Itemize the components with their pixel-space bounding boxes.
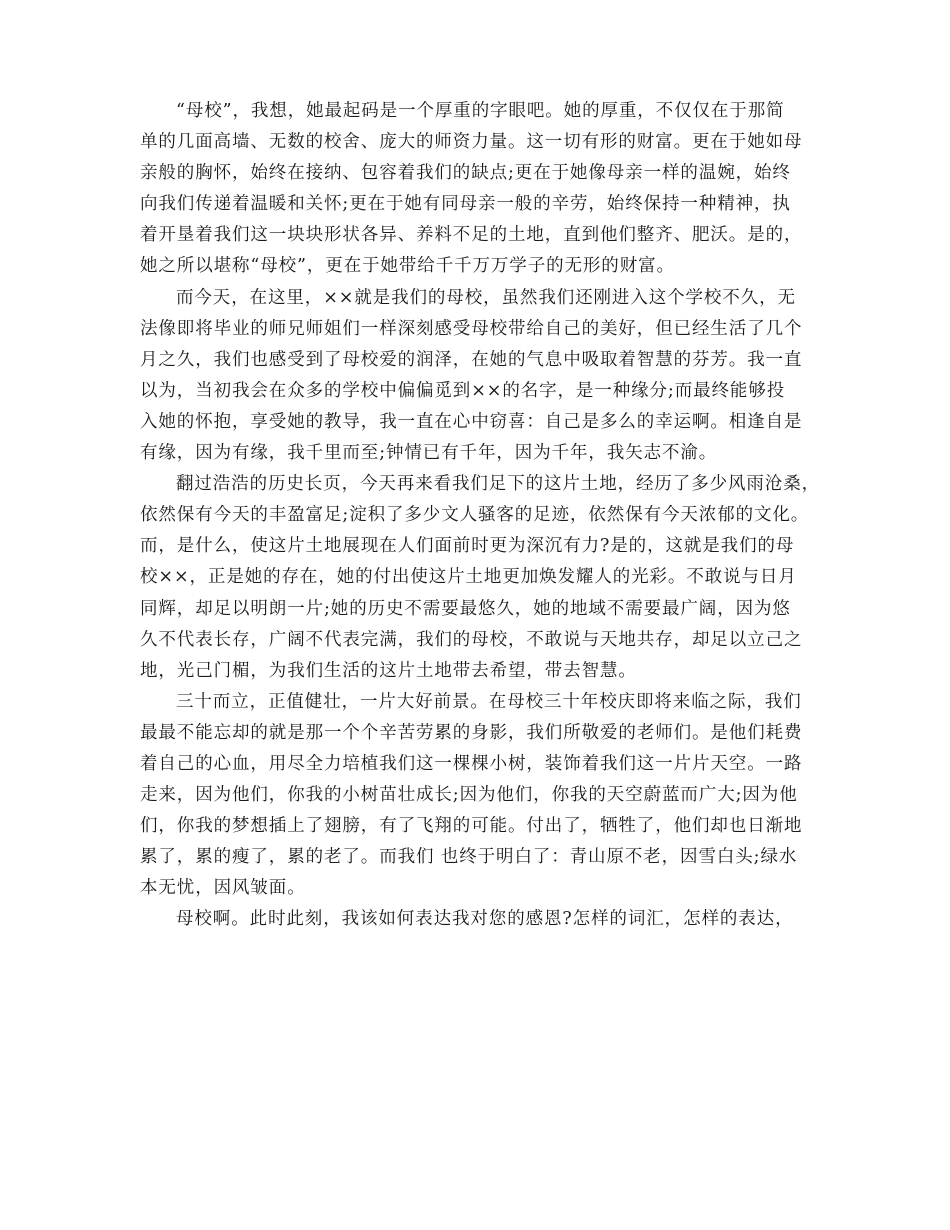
text-line: 而今天，在这里，××就是我们的母校，虽然我们还刚进入这个学校不久，无 — [176, 287, 796, 308]
paragraph-1 — [140, 96, 820, 283]
text-line: 法像即将毕业的师兄师姐们一样深刻感受母校带给自己的美好，但已经生活了几个 — [140, 318, 803, 339]
text-line: 她之所以堪称“母校”，更在于她带给千千万万学子的无形的财富。 — [140, 256, 675, 277]
essay-body — [140, 96, 820, 936]
text-line: 们，你我的梦想插上了翅膀，有了飞翔的可能。付出了，牺牲了，他们却也日渐地 — [140, 816, 803, 837]
text-line: 走来，因为他们，你我的小树苗壮成长;因为他们，你我的天空蔚蓝而广大;因为他 — [140, 785, 798, 806]
paragraph-4 — [140, 687, 820, 905]
text-line: 三十而立，正值健壮，一片大好前景。在母校三十年校庆即将来临之际，我们 — [176, 691, 802, 712]
text-line: 向我们传递着温暖和关怀;更在于她有同母亲一般的辛劳，始终保持一种精神，执 — [140, 194, 791, 215]
paragraph-5 — [140, 904, 820, 935]
text-line: 翻过浩浩的历史长页，今天再来看我们足下的这片土地，经历了多少风雨沧桑， — [176, 474, 820, 495]
text-line: 校××，正是她的存在，她的付出使这片土地更加焕发耀人的光彩。不敢说与日月 — [140, 567, 797, 588]
text-line: 久不代表长存，广阔不代表完满，我们的母校，不敢说与天地共存，却足以立己之 — [140, 629, 803, 650]
text-line: 亲般的胸怀，始终在接纳、包容着我们的缺点;更在于她像母亲一样的温婉，始终 — [140, 163, 791, 184]
paragraph-2 — [140, 283, 820, 470]
text-line: 依然保有今天的丰盈富足;淀积了多少文人骚客的足迹，依然保有今天浓郁的文化。 — [140, 505, 810, 526]
text-line: 入她的怀抱，享受她的教导，我一直在心中窃喜：自己是多么的幸运啊。相逢自是 — [140, 411, 803, 432]
text-line: 同辉，却足以明朗一片;她的历史不需要最悠久，她的地域不需要最广阔，因为悠 — [140, 598, 791, 619]
text-line: “母校”，我想，她最起码是一个厚重的字眼吧。她的厚重，不仅仅在于那简 — [176, 101, 785, 121]
text-line: 月之久，我们也感受到了母校爱的润泽，在她的气息中吸取着智慧的芬芳。我一直 — [140, 349, 803, 370]
text-line: 地，光己门楣，为我们生活的这片土地带去希望，带去智慧。 — [140, 660, 637, 681]
paragraph-3 — [140, 469, 820, 687]
text-line: 而，是什么，使这片土地展现在人们面前时更为深沉有力?是的，这就是我们的母 — [140, 536, 795, 557]
text-line: 以为，当初我会在众多的学校中偏偏觅到××的名字，是一种缘分;而最终能够投 — [140, 380, 786, 401]
text-line: 有缘，因为有缘，我千里而至;钟情已有千年，因为千年，我矢志不渝。 — [140, 443, 718, 464]
text-line: 着开垦着我们这一块块形状各异、养料不足的土地，直到他们整齐、肥沃。是的， — [140, 225, 803, 246]
text-line: 最最不能忘却的就是那一个个辛苦劳累的身影，我们所敬爱的老师们。是他们耗费 — [140, 722, 803, 743]
text-line: 单的几面高墙、无数的校舍、庞大的师资力量。这一切有形的财富。更在于她如母 — [140, 132, 803, 153]
text-line: 着自己的心血，用尽全力培植我们这一棵棵小树，装饰着我们这一片片天空。一路 — [140, 753, 803, 774]
text-line: 累了，累的瘦了，累的老了。而我们 也终于明白了：青山原不老，因雪白头;绿水 — [140, 847, 798, 868]
text-line: 母校啊。此时此刻，我该如何表达我对您的感恩?怎样的词汇，怎样的表达， — [176, 909, 794, 930]
text-line: 本无忧，因风皱面。 — [140, 878, 306, 899]
